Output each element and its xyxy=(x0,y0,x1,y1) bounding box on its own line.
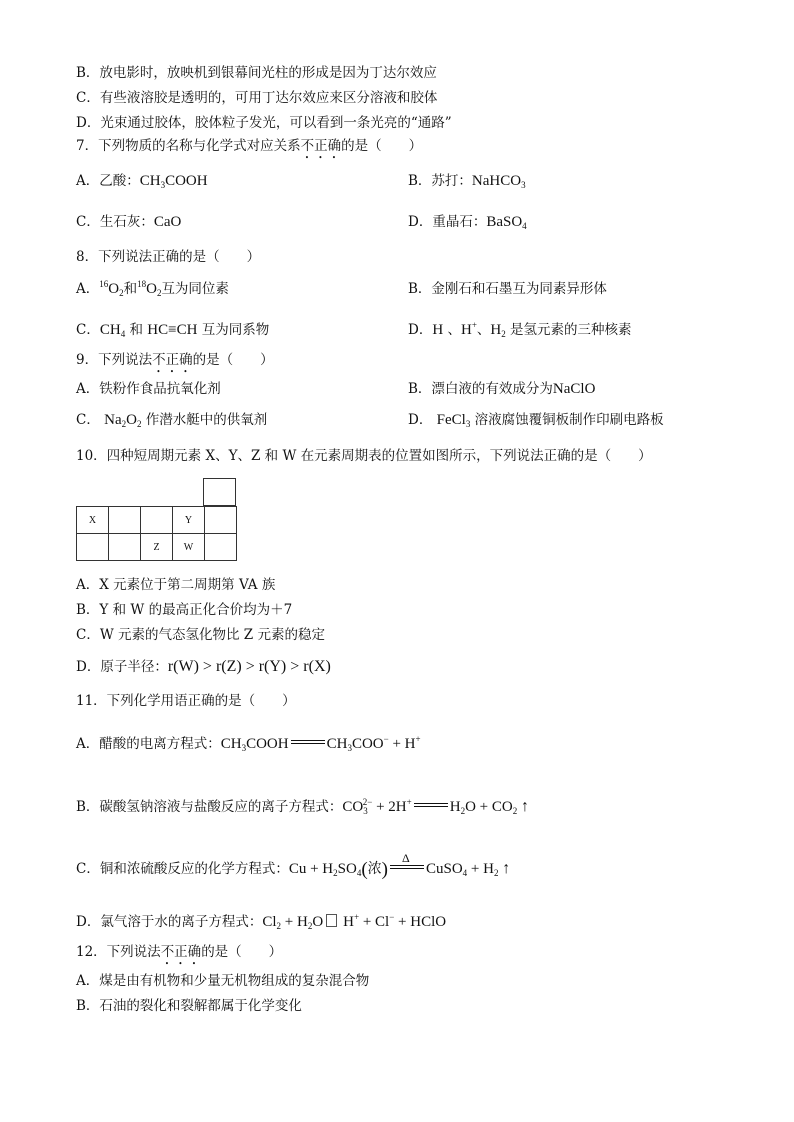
question-7-option-b: B．苏打：NaHCO$_3$ xyxy=(408,173,526,190)
option-6b: B．放电影时，放映机到银幕间光柱的形成是因为丁达尔效应 xyxy=(76,65,437,81)
question-11-option-a: A．醋酸的电离方程式：$CH_3COOH$ $CH_3COO^- + H^+$ xyxy=(76,734,421,753)
option-6c: C．有些液溶胶是透明的，可用丁达尔效应来区分溶液和胶体 xyxy=(76,90,438,106)
periodic-cell-z: Z xyxy=(141,534,173,561)
question-12-option-a: A．煤是由有机物和少量无机物组成的复杂混合物 xyxy=(76,973,370,989)
question-8-option-a: A．$^{16}O_2$和$^{18}O_2$互为同位素 xyxy=(76,279,229,298)
periodic-cell xyxy=(205,534,237,561)
question-7-option-d: D．重晶石：BaSO$_4$ xyxy=(408,214,527,231)
periodic-cell xyxy=(109,534,141,561)
question-11-option-b: B．碳酸氢钠溶液与盐酸反应的离子方程式：$CO_3^{2-} + 2H^+$ $H_2O + CO_2$ ↑ xyxy=(76,797,529,816)
question-11-option-c: C．铜和浓硫酸反应的化学方程式：$Cu + H_2SO_4$(浓) Δ CuSO$_4$ + $H_2$ ↑ xyxy=(76,851,511,880)
gas-arrow-icon: ↑ xyxy=(520,798,529,815)
periodic-cell-w: W xyxy=(173,534,205,561)
periodic-table-fragment xyxy=(76,506,237,561)
periodic-table-top-cell xyxy=(203,478,236,506)
periodic-cell-y: Y xyxy=(173,507,205,534)
atomic-radius-formula: r(W) > r(Z) > r(Y) > r(X) xyxy=(167,658,331,675)
question-7-option-a: A．乙酸：$CH_3COOH$ xyxy=(76,173,208,190)
question-9-option-b: B．漂白液的有效成分为NaClO xyxy=(408,381,596,397)
question-8-option-d: D．H 、H+、$H_2$ 是氢元素的三种核素 xyxy=(408,320,632,339)
question-12-stem: 12．下列说法不正确的是（ ） xyxy=(76,944,283,960)
question-7-option-c: C．生石灰：CaO xyxy=(76,214,182,230)
question-10-option-b: B．Y 和 W 的最高正化合价均为＋7 xyxy=(76,602,293,618)
equals-sign xyxy=(291,740,325,744)
question-8-option-b: B．金刚石和石墨互为同素异形体 xyxy=(408,281,607,297)
question-8-option-c: C．$CH_4$ 和 HC≡CH 互为同系物 xyxy=(76,322,270,339)
question-10-option-a: A．X 元素位于第二周期第 VA 族 xyxy=(76,577,276,593)
question-7-stem: 7．下列物质的名称与化学式对应关系不正确的是（ ） xyxy=(76,138,423,154)
periodic-cell-x: X xyxy=(77,507,109,534)
periodic-cell xyxy=(77,534,109,561)
periodic-cell xyxy=(205,507,237,534)
question-9-option-c: C． $Na_2O_2$ 作潜水艇中的供氧剂 xyxy=(76,412,268,429)
option-6d: D．光束通过胶体，胶体粒子发光，可以看到一条光亮的“通路” xyxy=(76,115,452,131)
question-11-option-d: D．氯气溶于水的离子方程式：$Cl_2 + H_2O$ H+ + Cl− + HClO xyxy=(76,912,447,931)
question-10-option-d: D．原子半径：r(W) > r(Z) > r(Y) > r(X) xyxy=(76,658,331,675)
periodic-cell xyxy=(204,479,236,506)
question-9-stem: 9．下列说法不正确的是（ ） xyxy=(76,352,274,368)
reversible-arrow-icon xyxy=(326,914,337,927)
gas-arrow-icon: ↑ xyxy=(502,860,511,877)
equals-sign xyxy=(414,803,448,807)
question-9-option-a: A．铁粉作食品抗氧化剂 xyxy=(76,381,221,397)
question-9-option-d: D． FeCl$_3$ 溶液腐蚀覆铜板制作印刷电路板 xyxy=(408,412,664,429)
question-10-stem: 10．四种短周期元素 X、Y、Z 和 W 在元素周期表的位置如图所示，下列说法正确的是（ ） xyxy=(76,448,652,464)
periodic-cell xyxy=(141,507,173,534)
question-12-option-b: B．石油的裂化和裂解都属于化学变化 xyxy=(76,998,302,1014)
equals-sign-heat: Δ xyxy=(390,865,424,869)
question-8-stem: 8．下列说法正确的是（ ） xyxy=(76,249,261,265)
question-11-stem: 11．下列化学用语正确的是（ ） xyxy=(76,693,296,709)
question-10-option-c: C．W 元素的气态氢化物比 Z 元素的稳定 xyxy=(76,627,325,643)
periodic-cell xyxy=(109,507,141,534)
